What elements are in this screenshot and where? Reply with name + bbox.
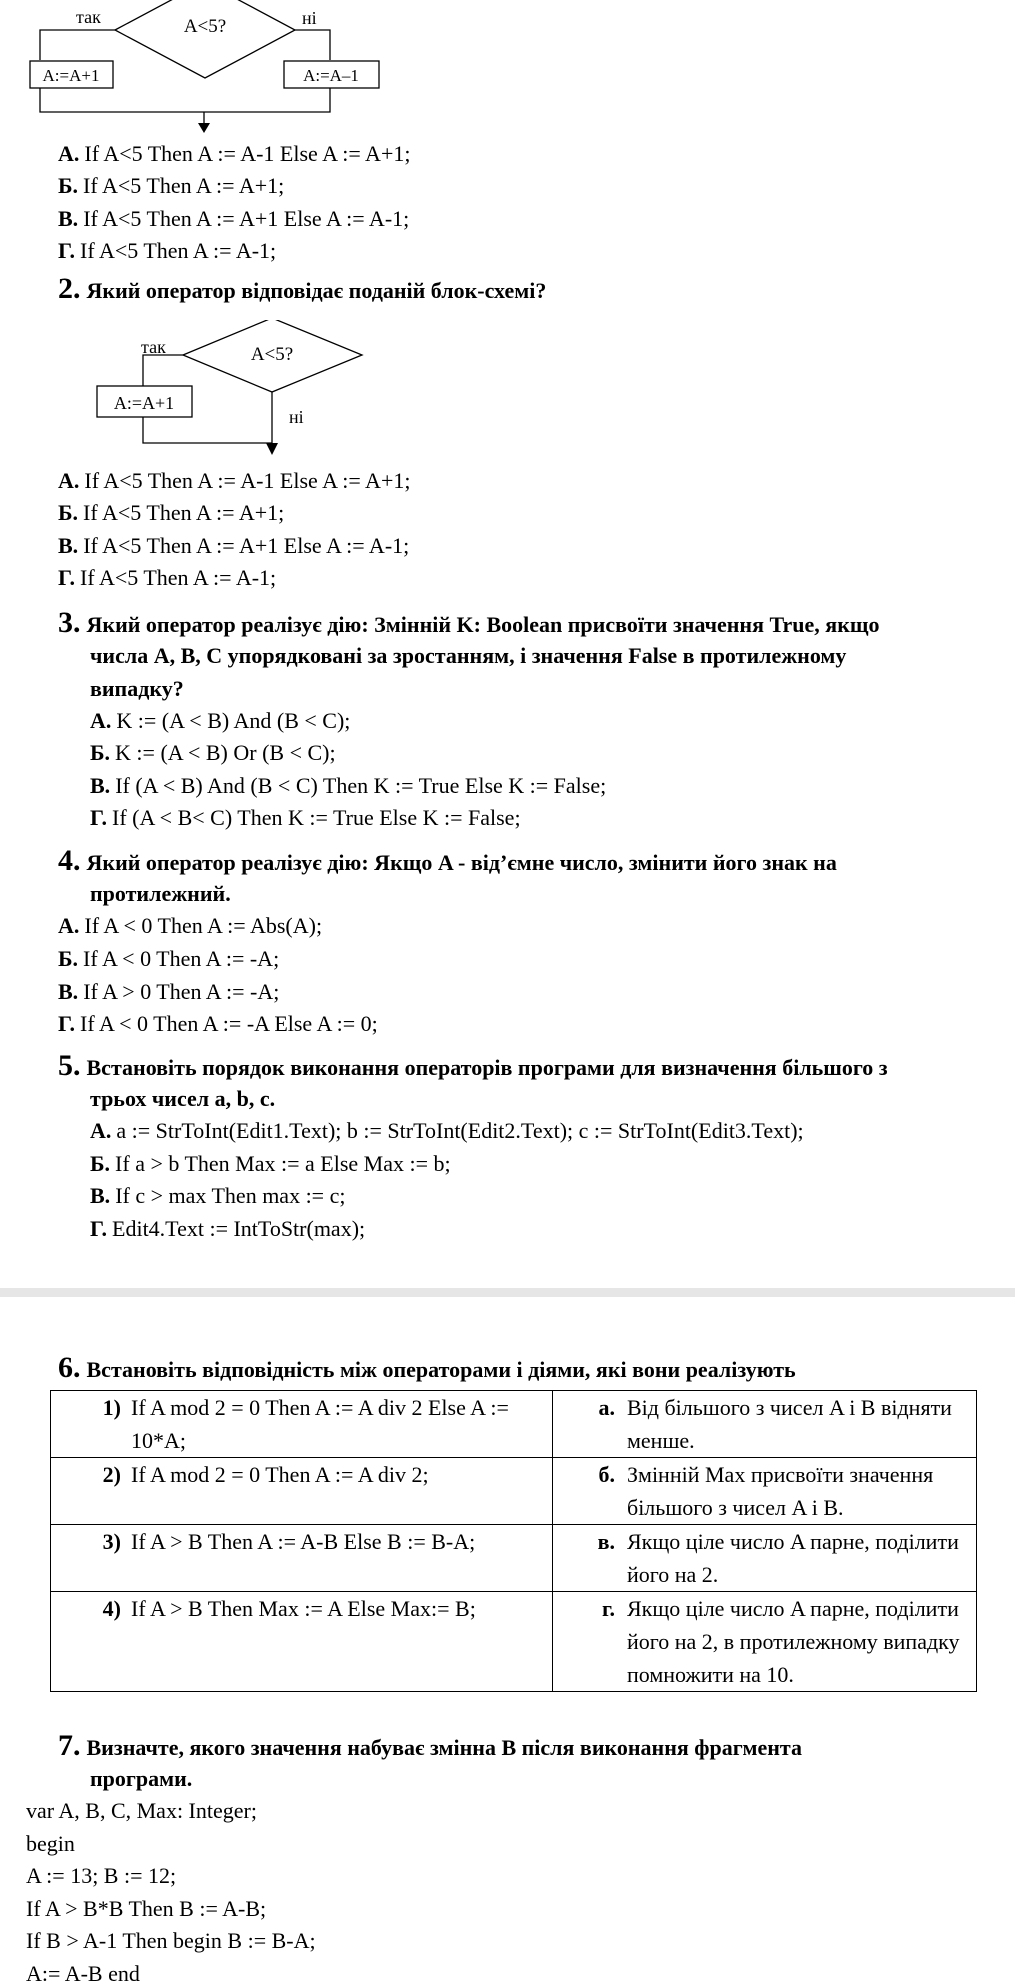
decision-label: A<5? xyxy=(250,344,294,365)
operator-text: If A mod 2 = 0 Then A := A div 2; xyxy=(131,1462,429,1487)
q2-option-d: Г. If A<5 Then A := A-1; xyxy=(58,565,277,590)
q5-option-d: Г. Edit4.Text := IntToStr(max); xyxy=(90,1216,366,1241)
merge-line xyxy=(40,88,330,112)
question-4-line-2: протилежний. xyxy=(90,881,231,906)
operator-text: If A mod 2 = 0 Then A := A div 2 Else A := 10*A; xyxy=(131,1395,509,1453)
flowchart-1 xyxy=(0,0,420,140)
row-label: б. xyxy=(598,1462,615,1487)
q5-option-a: А. a := StrToInt(Edit1.Text); b := StrToInt(Edit2.Text); c := StrToInt(Edit3.Text); xyxy=(90,1118,804,1143)
no-block-label: A:=A–1 xyxy=(303,66,359,85)
q4-option-c: В. If A > 0 Then A := -A; xyxy=(58,979,280,1004)
row-label: 1) xyxy=(102,1395,121,1420)
q3-option-c: В. If (A < B) And (B < C) Then K := True Else K := False; xyxy=(90,773,607,798)
q2-option-a: А. If A<5 Then A := A-1 Else A := A+1; xyxy=(58,468,411,493)
table-row xyxy=(51,1525,977,1592)
yes-block-label: A:=A+1 xyxy=(42,66,100,85)
code-line-2: begin xyxy=(26,1831,75,1856)
decision-diamond xyxy=(115,0,295,78)
row-label: в. xyxy=(597,1529,615,1554)
q3-option-d: Г. If (A < B< C) Then K := True Else K := False; xyxy=(90,805,521,830)
question-6: 6. Встановіть відповідність між операторами і діями, які вони реалізують xyxy=(58,1351,796,1384)
question-7-line-2: програми. xyxy=(90,1766,193,1791)
q4-option-a: А. If A < 0 Then A := Abs(A); xyxy=(58,913,323,938)
question-3-line-3: випадку? xyxy=(90,676,184,701)
q2-option-b: Б. If A<5 Then A := A+1; xyxy=(58,500,285,525)
q3-option-a: А. K := (A < B) And (B < C); xyxy=(90,708,351,733)
yes-label: так xyxy=(141,337,166,357)
merge-line xyxy=(143,417,272,443)
operator-text: If A > B Then Max := A Else Max:= B; xyxy=(131,1596,476,1621)
page-separator xyxy=(0,1288,1015,1297)
yes-block-label: A:=A+1 xyxy=(113,393,175,413)
action-text: Змінній Max присвоїти значення більшого з чисел A і B. xyxy=(627,1462,934,1520)
action-text: Від більшого з чисел A і B відняти менше. xyxy=(627,1395,952,1453)
yes-branch-line xyxy=(40,30,115,60)
yes-label: так xyxy=(76,7,101,27)
table-row xyxy=(51,1592,977,1692)
no-label: ні xyxy=(302,8,317,28)
q3-option-b: Б. K := (A < B) Or (B < C); xyxy=(90,740,336,765)
question-4: 4. Який оператор реалізує дію: Якщо A - від’ємне число, змінити його знак на xyxy=(58,844,837,877)
operator-text: If A > B Then A := A-B Else B := B-A; xyxy=(131,1529,476,1554)
exit-arrowhead xyxy=(198,123,210,133)
row-label: г. xyxy=(601,1596,615,1621)
q5-option-c: В. If c > max Then max := c; xyxy=(90,1183,346,1208)
row-label: 4) xyxy=(102,1596,121,1621)
code-line-6: A:= A-B end xyxy=(26,1961,140,1986)
q1-option-c: В. If A<5 Then A := A+1 Else A := A-1; xyxy=(58,206,410,231)
question-2: 2. Який оператор відповідає поданій блок-схемі? xyxy=(58,272,547,305)
q4-option-d: Г. If A < 0 Then A := -A Else A := 0; xyxy=(58,1011,378,1036)
table-row xyxy=(51,1391,977,1458)
q1-option-a: А. If A<5 Then A := A-1 Else A := A+1; xyxy=(58,141,411,166)
row-label: 3) xyxy=(102,1529,121,1554)
question-3: 3. Який оператор реалізує дію: Змінній K: Boolean присвоїти значення True, якщо xyxy=(58,606,880,639)
no-label: ні xyxy=(289,407,304,427)
question-7: 7. Визначте, якого значення набуває змінна B після виконання фрагмента xyxy=(58,1729,802,1762)
matching-table xyxy=(50,1390,977,1692)
decision-label: A<5? xyxy=(183,16,227,37)
code-line-3: A := 13; B := 12; xyxy=(26,1863,177,1888)
q5-option-b: Б. If a > b Then Max := a Else Max := b; xyxy=(90,1151,451,1176)
code-line-4: If A > B*B Then B := A-B; xyxy=(26,1896,267,1921)
action-text: Якщо ціле число A парне, поділити його на 2, в протилежному випадку помножити на 10. xyxy=(627,1596,960,1687)
q1-option-b: Б. If A<5 Then A := A+1; xyxy=(58,173,285,198)
table-row xyxy=(51,1458,977,1525)
exit-arrowhead xyxy=(266,443,278,455)
question-5-line-2: трьох чисел a, b, c. xyxy=(90,1086,276,1111)
row-label: а. xyxy=(598,1395,615,1420)
code-line-5: If B > A-1 Then begin B := B-A; xyxy=(26,1928,316,1953)
flowchart-2 xyxy=(0,320,420,460)
action-text: Якщо ціле число A парне, поділити його на 2. xyxy=(627,1529,959,1587)
code-line-1: var A, B, C, Max: Integer; xyxy=(26,1798,257,1823)
question-5: 5. Встановіть порядок виконання операторів програми для визначення більшого з xyxy=(58,1049,888,1082)
no-branch-line xyxy=(295,30,330,60)
yes-branch-line xyxy=(143,355,183,386)
question-3-line-2: числа A, B, C упорядковані за зростанням, і значення False в протилежному xyxy=(90,643,847,668)
q1-option-d: Г. If A<5 Then A := A-1; xyxy=(58,238,277,263)
q4-option-b: Б. If A < 0 Then A := -A; xyxy=(58,946,280,971)
q2-option-c: В. If A<5 Then A := A+1 Else A := A-1; xyxy=(58,533,410,558)
row-label: 2) xyxy=(102,1462,121,1487)
